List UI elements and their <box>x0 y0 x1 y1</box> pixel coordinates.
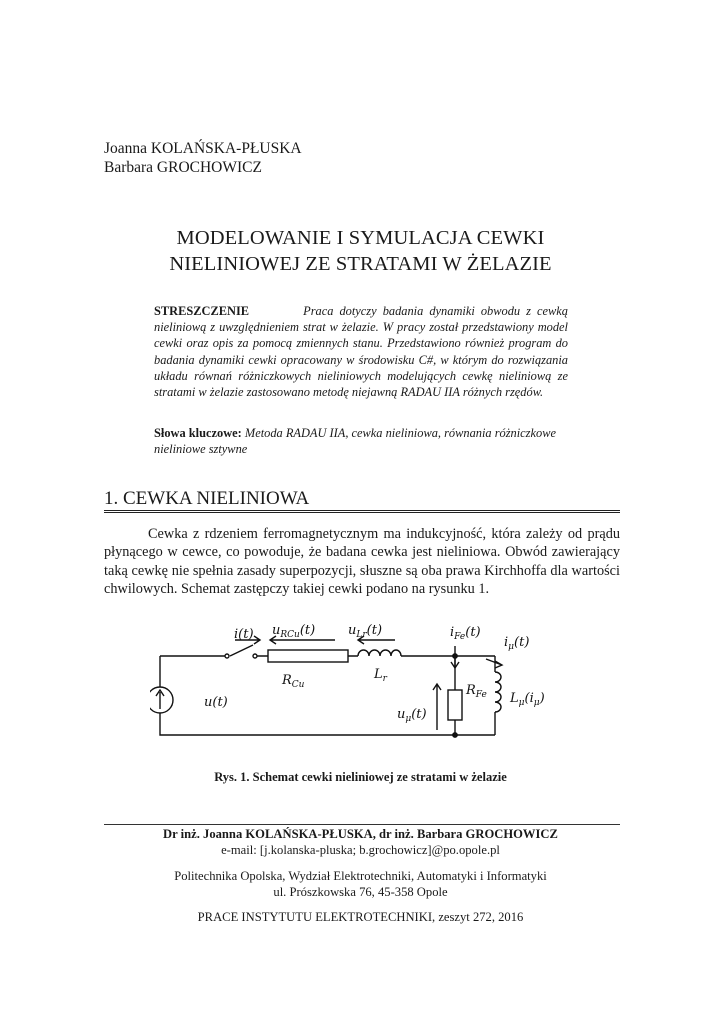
author-name: Joanna KOLAŃSKA-PŁUSKA <box>104 140 302 157</box>
label-ulr: $u_{Lr}(t)$ <box>348 623 383 640</box>
label-source: u(t) <box>204 695 228 710</box>
abstract-text: Praca dotyczy badania dynamiki obwodu z cewką nieliniową z uwzględnieniem strat w żelazie. W pracy został przedstawiony model cewki oraz opis za pomocą zmiennych stanu. Przedstawiono również program do badania dynamiki cewki opracowany w środowisku C#, w którym do rozwiązania układu równań różniczkowych nieliniowych modelujących cewkę nieliniową ze stratami w żelazie zastosowano metodę niejawną RADAU IIA różnych rzędów. <box>154 304 568 400</box>
label-umu: $u_\mu(t)$ <box>397 707 427 724</box>
wire-switch <box>230 645 253 656</box>
section-rule <box>104 510 620 511</box>
author-list <box>104 139 302 177</box>
title-line: MODELOWANIE I SYMULACJA CEWKI <box>176 227 545 249</box>
keywords-text: Metoda RADAU IIA, cewka nieliniowa, równania różniczkowe nieliniowe sztywne <box>154 426 556 457</box>
footer-affiliation: Politechnika Opolska, Wydział Elektrotechniki, Automatyki i Informatyki <box>174 869 547 883</box>
abstract-label: STRESZCZENIE <box>154 304 250 318</box>
section-heading: 1. CEWKA NIELINIOWA <box>104 488 310 509</box>
label-urcu: $u_{RCu}(t)$ <box>272 623 316 640</box>
section-paragraph: Cewka z rdzeniem ferromagnetycznym ma indukcyjność, która zależy od prądu płynącego w cewce, co powoduje, że badana cewka jest nieliniowa. Obwód zawierający taką cewkę nie spełnia zasady superpozycji, słuszne są oba prawa Kirchhoffa dla wartości chwilowych. Schemat zastępczy takiej cewki podano na rysunku 1. <box>104 526 620 597</box>
keywords <box>154 425 568 457</box>
label-lr: $L_r$ <box>374 667 387 684</box>
title-line: NIELINIOWEJ ZE STRATAMI W ŻELAZIE <box>169 252 552 275</box>
resistor-rcu <box>268 650 348 662</box>
footer-authors: Dr inż. Joanna KOLAŃSKA-PŁUSKA, dr inż. Barbara GROCHOWICZ <box>163 827 558 841</box>
label-lmu: $L_\mu(i_\mu)$ <box>510 691 545 708</box>
footer-email: e-mail: [j.kolanska-pluska; b.grochowicz]@po.opole.pl <box>221 843 500 857</box>
footer-address: ul. Prószkowska 76, 45-358 Opole <box>273 885 448 899</box>
figure-caption: Rys. 1. Schemat cewki nieliniowej ze stratami w żelazie <box>214 770 507 784</box>
author-name: Barbara GROCHOWICZ <box>104 159 262 176</box>
switch-contact <box>253 654 257 658</box>
inductor-lmu <box>495 672 501 712</box>
arrow-umu <box>433 684 441 730</box>
footer-journal: PRACE INSTYTUTU ELEKTROTECHNIKI, zeszyt 272, 2016 <box>197 910 524 924</box>
arrow-imu <box>486 659 502 668</box>
keywords-label: Słowa kluczowe: <box>154 426 242 440</box>
paper-title <box>0 226 721 277</box>
footer-rule <box>104 824 620 825</box>
label-rcu: $R_{Cu}$ <box>282 673 305 690</box>
switch-contact <box>225 654 229 658</box>
abstract <box>154 303 568 400</box>
section-rule <box>104 512 620 513</box>
resistor-rfe <box>448 690 462 720</box>
label-ife: $i_{Fe}(t)$ <box>450 625 481 642</box>
voltage-source <box>150 687 173 713</box>
circuit-diagram <box>150 612 570 762</box>
label-imu: $i_\mu(t)$ <box>504 635 530 652</box>
label-i: i(t) <box>234 627 254 642</box>
label-rfe: $R_{Fe}$ <box>466 683 487 700</box>
inductor-lr <box>358 650 401 656</box>
arrow-ife <box>451 646 459 668</box>
